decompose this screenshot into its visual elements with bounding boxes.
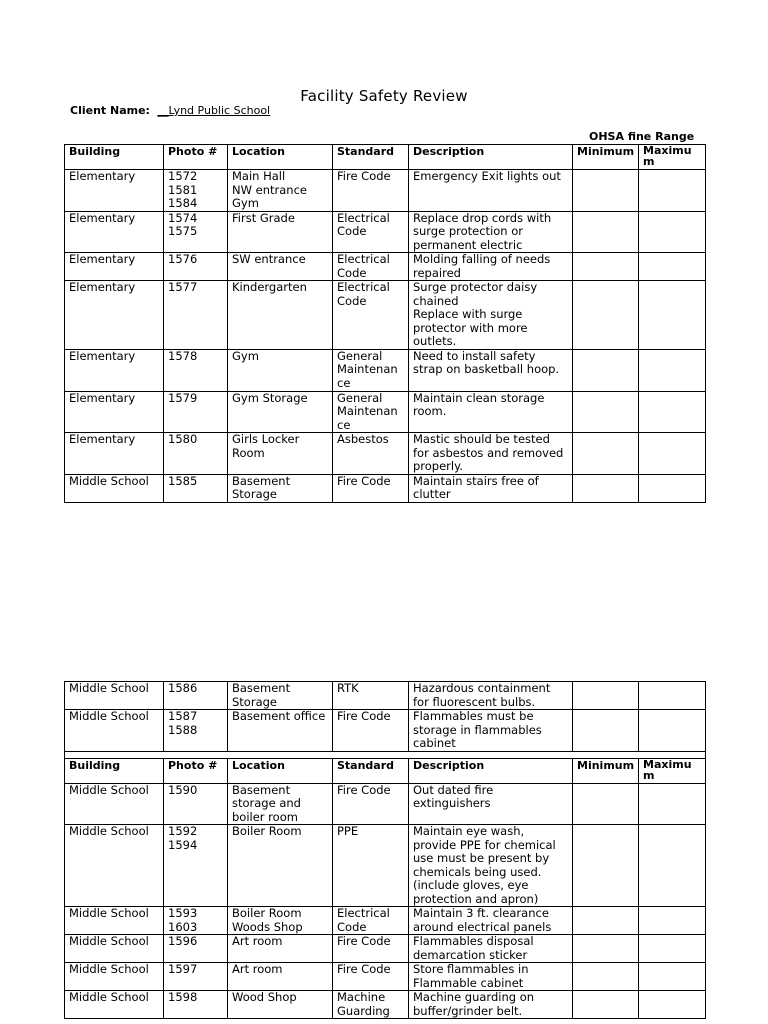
cell-line: 1593 (168, 906, 198, 920)
cell-line: 1581 (168, 182, 198, 197)
cell-maximum (639, 281, 706, 350)
cell-line: General (337, 349, 383, 363)
cell-line: Gym Storage (232, 391, 308, 405)
cell-photo (164, 991, 228, 1019)
cell-building: Elementary (65, 349, 164, 391)
cell-description (409, 474, 573, 502)
cell-location (228, 253, 333, 281)
document-title: Facility Safety Review (300, 87, 468, 105)
cell-line: Art room (232, 962, 283, 976)
cell-line: Maintain stairs free of (413, 474, 539, 488)
table-row (65, 825, 706, 907)
cell-line: for fluorescent bulbs. (413, 694, 536, 709)
cell-photo (164, 710, 228, 752)
cell-building: Middle School (65, 474, 164, 502)
cell-photo (164, 281, 228, 350)
cell-line: chemicals being used. (413, 864, 542, 879)
cell-line: cabinet (413, 736, 456, 750)
cell-line: 1572 (168, 169, 198, 183)
cell-location (228, 991, 333, 1019)
cell-line: Out dated fire (413, 783, 494, 797)
cell-line: 1577 (168, 280, 198, 294)
cell-line: (include gloves, eye (413, 878, 529, 892)
header-row (65, 145, 706, 170)
cell-standard (333, 963, 409, 991)
cell-line: Maintain clean storage (413, 391, 545, 405)
cell-line: Flammables must be (413, 709, 534, 723)
cell-line: 1575 (168, 224, 198, 238)
cell-location (228, 349, 333, 391)
cell-minimum (573, 682, 639, 710)
cell-location (228, 825, 333, 907)
cell-line: Fire Code (337, 169, 391, 183)
table-row (65, 281, 706, 350)
cell-maximum (639, 963, 706, 991)
cell-location (228, 281, 333, 350)
cell-photo (164, 433, 228, 475)
cell-line: Fire Code (337, 783, 391, 797)
cell-line: Gym (232, 349, 259, 363)
cell-minimum (573, 825, 639, 907)
cell-building: Middle School (65, 682, 164, 710)
cell-minimum (573, 391, 639, 433)
cell-building: Elementary (65, 170, 164, 212)
client-name-label: Client Name: (70, 104, 150, 117)
cell-line: 1594 (168, 837, 198, 852)
cell-minimum (573, 433, 639, 475)
cell-line: Wood Shop (232, 990, 297, 1004)
cell-line: provide PPE for chemical (413, 837, 556, 852)
cell-location (228, 907, 333, 935)
header-building: Building (65, 758, 164, 783)
header-building: Building (65, 145, 164, 170)
table-row (65, 391, 706, 433)
table-row (65, 253, 706, 281)
table-spacer (65, 751, 706, 758)
cell-minimum (573, 907, 639, 935)
header-minimum: Minimum (573, 145, 639, 170)
cell-line: clutter (413, 487, 451, 501)
cell-description (409, 991, 573, 1019)
cell-line: 1579 (168, 391, 198, 405)
cell-line: outlets. (413, 334, 457, 348)
cell-line: Woods Shop (232, 919, 303, 934)
cell-maximum (639, 170, 706, 212)
cell-standard (333, 991, 409, 1019)
cell-line: Machine (337, 990, 386, 1004)
cell-building: Middle School (65, 963, 164, 991)
cell-photo (164, 935, 228, 963)
spacer-cell (65, 751, 706, 758)
cell-line: repaired (413, 265, 461, 280)
cell-description (409, 963, 573, 991)
cell-line: permanent electric (413, 237, 523, 252)
cell-line: Basement (232, 681, 291, 695)
cell-location (228, 963, 333, 991)
cell-line: Code (337, 293, 367, 308)
table-row (65, 349, 706, 391)
cell-line: Storage (232, 694, 277, 709)
cell-line: 1585 (168, 474, 198, 488)
cell-maximum (639, 682, 706, 710)
cell-location (228, 935, 333, 963)
cell-line: Main Hall (232, 169, 286, 183)
header-description: Description (409, 758, 573, 783)
cell-description (409, 935, 573, 963)
cell-line: Basement (232, 474, 291, 488)
cell-line: PPE (337, 824, 359, 838)
cell-standard (333, 391, 409, 433)
table-row (65, 907, 706, 935)
header-maximum: Maximu m (639, 758, 706, 783)
cell-building: Elementary (65, 433, 164, 475)
cell-line: Mastic should be tested (413, 432, 550, 446)
cell-description (409, 907, 573, 935)
cell-location (228, 170, 333, 212)
cell-building: Middle School (65, 710, 164, 752)
cell-line: buffer/grinder belt. (413, 1003, 523, 1018)
cell-description (409, 682, 573, 710)
cell-line: 1603 (168, 919, 198, 934)
cell-building: Middle School (65, 991, 164, 1019)
cell-line: 1574 (168, 211, 198, 225)
header-maximum: Maximu m (639, 145, 706, 170)
cell-line: around electrical panels (413, 919, 552, 934)
cell-description (409, 783, 573, 825)
cell-line: Boiler Room (232, 906, 302, 920)
cell-line: Replace with surge (413, 307, 523, 321)
cell-location (228, 433, 333, 475)
cell-standard (333, 682, 409, 710)
cell-building: Elementary (65, 253, 164, 281)
client-name-line (70, 104, 270, 117)
cell-maximum (639, 433, 706, 475)
cell-standard (333, 783, 409, 825)
cell-line: Basement office (232, 709, 326, 723)
cell-description (409, 433, 573, 475)
cell-line: 1590 (168, 783, 198, 797)
cell-line: Flammable cabinet (413, 975, 524, 990)
cell-line: Fire Code (337, 474, 391, 488)
cell-line: boiler room (232, 809, 298, 824)
cell-line: Machine guarding on (413, 990, 535, 1004)
cell-maximum (639, 391, 706, 433)
safety-table-2 (64, 681, 706, 1019)
cell-line: properly. (413, 459, 463, 473)
cell-line: Room (232, 445, 265, 460)
cell-line: demarcation sticker (413, 947, 528, 962)
cell-maximum (639, 710, 706, 752)
cell-line: Maintenan (337, 362, 398, 376)
cell-line: 1586 (168, 681, 198, 695)
cell-photo (164, 253, 228, 281)
cell-line: strap on basketball hoop. (413, 362, 560, 376)
cell-maximum (639, 349, 706, 391)
cell-line: storage and (232, 796, 301, 810)
cell-line: Kindergarten (232, 280, 307, 294)
cell-photo (164, 825, 228, 907)
cell-building: Middle School (65, 825, 164, 907)
cell-minimum (573, 211, 639, 253)
cell-line: 1597 (168, 962, 198, 976)
cell-line: storage in flammables (413, 722, 542, 737)
cell-line: Code (337, 224, 367, 238)
table-row (65, 433, 706, 475)
cell-line: Basement (232, 783, 291, 797)
cell-standard (333, 433, 409, 475)
cell-line: Guarding (337, 1003, 390, 1018)
cell-building: Middle School (65, 907, 164, 935)
cell-minimum (573, 935, 639, 963)
cell-building: Middle School (65, 783, 164, 825)
cell-minimum (573, 963, 639, 991)
header-photo: Photo # (164, 145, 228, 170)
cell-location (228, 710, 333, 752)
cell-maximum (639, 935, 706, 963)
header-location: Location (228, 145, 333, 170)
cell-line: 1587 (168, 709, 198, 723)
client-name-value: __Lynd Public School (157, 104, 271, 117)
cell-line: protection and apron) (413, 891, 539, 906)
cell-location (228, 682, 333, 710)
cell-line: 1596 (168, 934, 198, 948)
cell-line: room. (413, 404, 447, 418)
cell-photo (164, 211, 228, 253)
cell-line: Flammables disposal (413, 934, 534, 948)
cell-line: RTK (337, 681, 359, 695)
cell-maximum (639, 253, 706, 281)
cell-line: NW entrance (232, 182, 307, 197)
cell-line: ce (337, 417, 351, 432)
cell-photo (164, 474, 228, 502)
cell-line: 1580 (168, 432, 198, 446)
table-row (65, 170, 706, 212)
cell-line: Molding falling of needs (413, 252, 551, 266)
cell-location (228, 474, 333, 502)
cell-description (409, 825, 573, 907)
safety-table-1 (64, 144, 706, 503)
cell-photo (164, 783, 228, 825)
cell-building: Elementary (65, 211, 164, 253)
table-row (65, 991, 706, 1019)
cell-line: Code (337, 265, 367, 280)
cell-line: SW entrance (232, 252, 306, 266)
cell-minimum (573, 349, 639, 391)
cell-line: First Grade (232, 211, 295, 225)
cell-line: 1588 (168, 722, 198, 737)
cell-standard (333, 349, 409, 391)
cell-description (409, 391, 573, 433)
cell-minimum (573, 783, 639, 825)
header-standard: Standard (333, 758, 409, 783)
cell-description (409, 253, 573, 281)
header-description: Description (409, 145, 573, 170)
cell-line: ce (337, 375, 351, 390)
cell-photo (164, 963, 228, 991)
fine-range-label: OHSA fine Range (589, 130, 695, 143)
cell-line: Maintain 3 ft. clearance (413, 906, 549, 920)
cell-maximum (639, 907, 706, 935)
cell-line: Replace drop cords with (413, 211, 552, 225)
cell-minimum (573, 253, 639, 281)
cell-building: Middle School (65, 935, 164, 963)
cell-line: Asbestos (337, 432, 389, 446)
cell-line: 1576 (168, 252, 198, 266)
cell-minimum (573, 991, 639, 1019)
cell-maximum (639, 991, 706, 1019)
cell-building: Elementary (65, 391, 164, 433)
cell-line: Hazardous containment (413, 681, 551, 695)
header-standard: Standard (333, 145, 409, 170)
cell-standard (333, 474, 409, 502)
cell-building: Elementary (65, 281, 164, 350)
cell-line: Maintenan (337, 404, 398, 418)
cell-location (228, 783, 333, 825)
cell-standard (333, 825, 409, 907)
cell-line: Storage (232, 487, 277, 501)
cell-description (409, 170, 573, 212)
cell-line: Need to install safety (413, 349, 536, 363)
table-row (65, 963, 706, 991)
cell-minimum (573, 281, 639, 350)
cell-line: surge protection or (413, 224, 524, 238)
cell-description (409, 211, 573, 253)
cell-standard (333, 907, 409, 935)
cell-photo (164, 907, 228, 935)
cell-line: chained (413, 293, 459, 308)
cell-line: Emergency Exit lights out (413, 169, 561, 183)
cell-standard (333, 281, 409, 350)
cell-line: Girls Locker (232, 432, 300, 446)
cell-line: 1592 (168, 824, 198, 838)
cell-location (228, 211, 333, 253)
cell-line: for asbestos and removed (413, 445, 564, 460)
table-row (65, 474, 706, 502)
cell-photo (164, 391, 228, 433)
cell-line: Store flammables in (413, 962, 529, 976)
cell-location (228, 391, 333, 433)
cell-line: Fire Code (337, 962, 391, 976)
cell-description (409, 281, 573, 350)
cell-minimum (573, 474, 639, 502)
cell-line: Surge protector daisy (413, 280, 538, 294)
header-row (65, 758, 706, 783)
cell-line: Code (337, 919, 367, 934)
cell-line: Boiler Room (232, 824, 302, 838)
table-row (65, 710, 706, 752)
cell-line: use must be present by (413, 851, 550, 865)
cell-line: 1598 (168, 990, 198, 1004)
cell-standard (333, 710, 409, 752)
table-row (65, 211, 706, 253)
table-row (65, 783, 706, 825)
cell-standard (333, 253, 409, 281)
cell-description (409, 710, 573, 752)
cell-line: General (337, 391, 383, 405)
cell-line: Electrical (337, 211, 390, 225)
cell-line: Gym (232, 196, 259, 210)
cell-standard (333, 935, 409, 963)
cell-line: Electrical (337, 906, 390, 920)
cell-minimum (573, 170, 639, 212)
cell-standard (333, 211, 409, 253)
cell-line: protector with more (413, 320, 528, 335)
cell-description (409, 349, 573, 391)
cell-line: Fire Code (337, 934, 391, 948)
header-minimum: Minimum (573, 758, 639, 783)
header-photo: Photo # (164, 758, 228, 783)
table-row (65, 682, 706, 710)
cell-maximum (639, 783, 706, 825)
cell-photo (164, 682, 228, 710)
cell-maximum (639, 474, 706, 502)
cell-line: Maintain eye wash, (413, 824, 525, 838)
cell-line: 1578 (168, 349, 198, 363)
table-row (65, 935, 706, 963)
cell-line: extinguishers (413, 796, 491, 810)
cell-line: Electrical (337, 252, 390, 266)
cell-standard (333, 170, 409, 212)
cell-line: Electrical (337, 280, 390, 294)
cell-photo (164, 349, 228, 391)
cell-photo (164, 170, 228, 212)
cell-minimum (573, 710, 639, 752)
header-location: Location (228, 758, 333, 783)
cell-line: Fire Code (337, 709, 391, 723)
cell-line: 1584 (168, 196, 198, 210)
cell-maximum (639, 825, 706, 907)
cell-maximum (639, 211, 706, 253)
cell-line: Art room (232, 934, 283, 948)
